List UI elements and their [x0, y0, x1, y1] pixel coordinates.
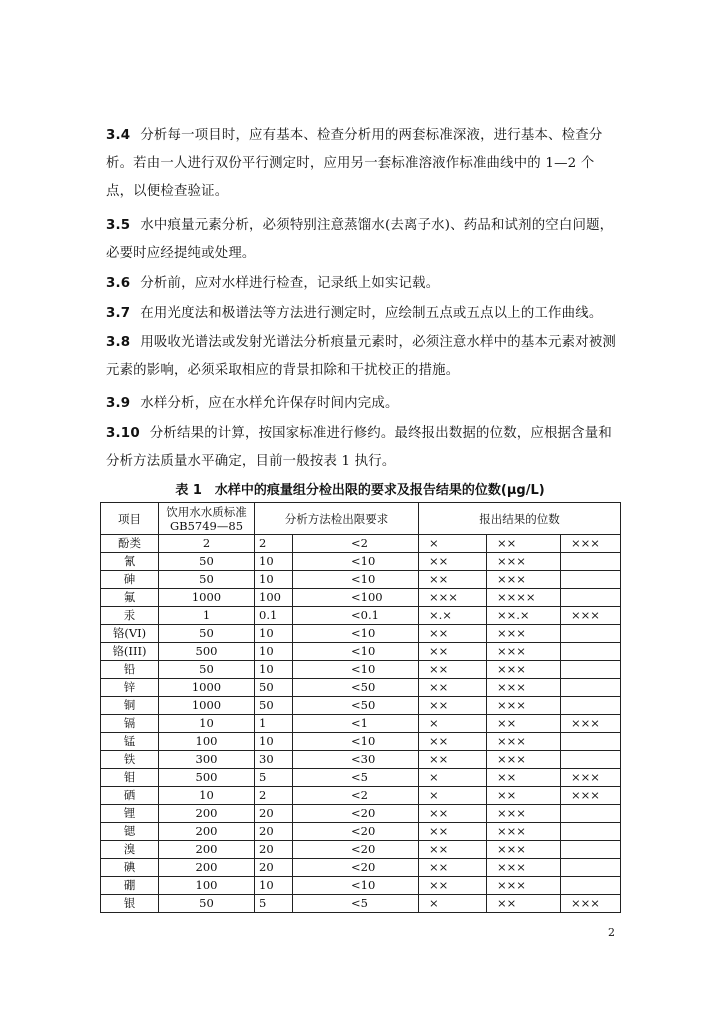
cell-r3: ×××: [561, 535, 621, 553]
cell-item: 铜: [101, 697, 159, 715]
table-row: [101, 877, 621, 895]
cell-r3: [561, 571, 621, 589]
cell-req: <20: [293, 841, 419, 859]
cell-r3: [561, 625, 621, 643]
paragraph-number: 3.4: [106, 128, 131, 143]
cell-limit: 50: [255, 679, 293, 697]
header-standard-line1: 饮用水水质标准: [166, 504, 247, 519]
cell-r2: ××.×: [487, 607, 561, 625]
cell-r2: ×××: [487, 625, 561, 643]
cell-r1: ××: [419, 805, 487, 823]
detection-limit-table: [100, 502, 621, 913]
cell-limit: 100: [255, 589, 293, 607]
cell-item: 硒: [101, 787, 159, 805]
table-row: [101, 823, 621, 841]
cell-r3: [561, 679, 621, 697]
paragraph-text: 水样分析，应在水样允许保存时间内完成。: [140, 396, 399, 411]
cell-r2: ×××: [487, 733, 561, 751]
cell-item: 溴: [101, 841, 159, 859]
cell-r3: [561, 823, 621, 841]
cell-req: <0.1: [293, 607, 419, 625]
cell-req: <20: [293, 859, 419, 877]
cell-std: 100: [159, 733, 255, 751]
table-header-row: [101, 503, 621, 535]
table-row: [101, 661, 621, 679]
paragraph-text: 在用光度法和极谱法等方法进行测定时，应绘制五点或五点以上的工作曲线。: [140, 306, 603, 321]
paragraph-3-6: [106, 270, 618, 298]
cell-std: 50: [159, 895, 255, 913]
cell-std: 2: [159, 535, 255, 553]
table-row: [101, 607, 621, 625]
cell-req: <10: [293, 643, 419, 661]
cell-r2: ×××: [487, 643, 561, 661]
cell-req: <100: [293, 589, 419, 607]
cell-r3: ×××: [561, 895, 621, 913]
cell-std: 10: [159, 787, 255, 805]
cell-limit: 10: [255, 625, 293, 643]
cell-limit: 20: [255, 859, 293, 877]
table-row: [101, 895, 621, 913]
cell-r1: ××: [419, 823, 487, 841]
cell-std: 1000: [159, 589, 255, 607]
cell-item: 锌: [101, 679, 159, 697]
cell-item: 汞: [101, 607, 159, 625]
cell-r2: ×××: [487, 661, 561, 679]
paragraph-number: 3.7: [106, 306, 131, 321]
cell-std: 10: [159, 715, 255, 733]
table-row: [101, 805, 621, 823]
cell-item: 铁: [101, 751, 159, 769]
cell-r1: ××: [419, 571, 487, 589]
cell-std: 200: [159, 805, 255, 823]
cell-r2: ×××: [487, 877, 561, 895]
cell-r1: ××: [419, 751, 487, 769]
cell-std: 100: [159, 877, 255, 895]
cell-r2: ×××: [487, 553, 561, 571]
cell-item: 酚类: [101, 535, 159, 553]
cell-r2: ×××: [487, 697, 561, 715]
cell-r2: ××: [487, 769, 561, 787]
cell-std: 50: [159, 571, 255, 589]
cell-req: <10: [293, 553, 419, 571]
cell-item: 铬(VI): [101, 625, 159, 643]
cell-r2: ××: [487, 895, 561, 913]
cell-limit: 10: [255, 877, 293, 895]
cell-std: 50: [159, 661, 255, 679]
cell-r2: ××: [487, 535, 561, 553]
cell-r3: [561, 841, 621, 859]
cell-r3: [561, 877, 621, 895]
cell-limit: 2: [255, 535, 293, 553]
cell-r1: ××: [419, 553, 487, 571]
table-row: [101, 625, 621, 643]
cell-r1: ×: [419, 787, 487, 805]
cell-req: <20: [293, 823, 419, 841]
paragraph-text: 水中痕量元素分析，必须特别注意蒸馏水(去离子水)、药品和试剂的空白问题，必要时应经提纯或处理。: [106, 218, 614, 261]
cell-r1: ××: [419, 679, 487, 697]
paragraph-number: 3.9: [106, 396, 131, 411]
cell-std: 200: [159, 841, 255, 859]
paragraph-number: 3.8: [106, 335, 131, 350]
table-caption: 表 1 水样中的痕量组分检出限的要求及报告结果的位数(μg/L): [175, 483, 545, 498]
cell-req: <50: [293, 679, 419, 697]
cell-r1: ××: [419, 697, 487, 715]
cell-r3: ×××: [561, 715, 621, 733]
cell-r2: ×××: [487, 859, 561, 877]
cell-r3: [561, 751, 621, 769]
cell-r3: [561, 733, 621, 751]
cell-r2: ×××: [487, 751, 561, 769]
cell-r1: ×: [419, 769, 487, 787]
table-row: [101, 589, 621, 607]
cell-limit: 10: [255, 733, 293, 751]
cell-r3: ×××: [561, 607, 621, 625]
table-row: [101, 535, 621, 553]
cell-r3: [561, 859, 621, 877]
cell-r1: ××: [419, 733, 487, 751]
table-row: [101, 679, 621, 697]
cell-limit: 50: [255, 697, 293, 715]
table-row: [101, 841, 621, 859]
cell-item: 锶: [101, 823, 159, 841]
cell-item: 锂: [101, 805, 159, 823]
cell-limit: 0.1: [255, 607, 293, 625]
cell-r2: ××××: [487, 589, 561, 607]
cell-r3: [561, 589, 621, 607]
cell-item: 砷: [101, 571, 159, 589]
cell-r1: ××: [419, 661, 487, 679]
cell-item: 铅: [101, 661, 159, 679]
header-standard-line2: GB5749—85: [169, 518, 244, 533]
table-body: [101, 535, 621, 913]
cell-item: 钼: [101, 769, 159, 787]
cell-std: 500: [159, 769, 255, 787]
cell-req: <10: [293, 625, 419, 643]
table-row: [101, 787, 621, 805]
table-row: [101, 715, 621, 733]
cell-req: <50: [293, 697, 419, 715]
cell-item: 氰: [101, 553, 159, 571]
cell-r1: ××: [419, 643, 487, 661]
cell-item: 镉: [101, 715, 159, 733]
paragraph-number: 3.5: [106, 218, 131, 233]
cell-r1: ××: [419, 877, 487, 895]
cell-limit: 5: [255, 769, 293, 787]
cell-limit: 30: [255, 751, 293, 769]
cell-r2: ×××: [487, 805, 561, 823]
paragraph-3-7: [106, 300, 618, 328]
header-item: 项目: [101, 503, 159, 535]
cell-limit: 20: [255, 823, 293, 841]
cell-req: <10: [293, 877, 419, 895]
cell-std: 200: [159, 823, 255, 841]
header-standard: [159, 503, 255, 535]
cell-limit: 10: [255, 571, 293, 589]
cell-limit: 10: [255, 643, 293, 661]
cell-r1: ××: [419, 625, 487, 643]
header-limit: 分析方法检出限要求: [255, 503, 419, 535]
cell-req: <2: [293, 535, 419, 553]
cell-std: 1000: [159, 679, 255, 697]
cell-std: 300: [159, 751, 255, 769]
cell-r2: ×××: [487, 571, 561, 589]
cell-r1: ×: [419, 535, 487, 553]
table-row: [101, 733, 621, 751]
cell-req: <30: [293, 751, 419, 769]
cell-std: 50: [159, 553, 255, 571]
cell-item: 铬(III): [101, 643, 159, 661]
paragraph-3-5: [106, 212, 618, 268]
header-result: 报出结果的位数: [419, 503, 621, 535]
paragraph-3-10: [106, 420, 618, 476]
cell-req: <2: [293, 787, 419, 805]
cell-item: 锰: [101, 733, 159, 751]
table-row: [101, 643, 621, 661]
cell-r3: ×××: [561, 769, 621, 787]
cell-std: 500: [159, 643, 255, 661]
cell-r2: ××: [487, 787, 561, 805]
cell-req: <10: [293, 661, 419, 679]
cell-std: 50: [159, 625, 255, 643]
cell-req: <10: [293, 571, 419, 589]
table-row: [101, 769, 621, 787]
cell-r2: ×××: [487, 823, 561, 841]
cell-req: <5: [293, 769, 419, 787]
paragraph-number: 3.10: [106, 426, 140, 441]
cell-r1: ×.×: [419, 607, 487, 625]
paragraph-text: 分析结果的计算，按国家标准进行修约。最终报出数据的位数，应根据含量和分析方法质量水平确定，目前一般按表 1 执行。: [106, 426, 612, 469]
cell-req: <1: [293, 715, 419, 733]
cell-limit: 20: [255, 805, 293, 823]
paragraph-text: 用吸收光谱法或发射光谱法分析痕量元素时，必须注意水样中的基本元素对被测元素的影响，必须采取相应的背景扣除和干扰校正的措施。: [106, 335, 616, 378]
cell-item: 氟: [101, 589, 159, 607]
cell-limit: 1: [255, 715, 293, 733]
table-row: [101, 751, 621, 769]
cell-r2: ×××: [487, 679, 561, 697]
cell-req: <10: [293, 733, 419, 751]
table-row: [101, 859, 621, 877]
cell-r3: [561, 553, 621, 571]
cell-limit: 20: [255, 841, 293, 859]
cell-r3: [561, 697, 621, 715]
cell-r2: ××: [487, 715, 561, 733]
paragraph-text: 分析每一项目时，应有基本、检查分析用的两套标准深液，进行基本、检查分析。若由一人进行双份平行测定时，应用另一套标准溶液作标准曲线中的 1—2 个点，以便检查验证。: [106, 128, 603, 199]
page-number: 2: [608, 926, 615, 939]
cell-r1: ××: [419, 841, 487, 859]
cell-r3: ×××: [561, 787, 621, 805]
cell-std: 1000: [159, 697, 255, 715]
paragraph-text: 分析前，应对水样进行检查，记录纸上如实记载。: [140, 276, 440, 291]
cell-r1: ××: [419, 859, 487, 877]
paragraph-3-8: [106, 329, 618, 385]
cell-r3: [561, 661, 621, 679]
cell-req: <20: [293, 805, 419, 823]
cell-r1: ×: [419, 715, 487, 733]
table-row: [101, 553, 621, 571]
cell-limit: 10: [255, 553, 293, 571]
cell-limit: 10: [255, 661, 293, 679]
cell-r3: [561, 643, 621, 661]
cell-item: 银: [101, 895, 159, 913]
cell-std: 1: [159, 607, 255, 625]
cell-std: 200: [159, 859, 255, 877]
table-row: [101, 697, 621, 715]
table-row: [101, 571, 621, 589]
cell-r2: ×××: [487, 841, 561, 859]
paragraph-3-9: [106, 390, 618, 418]
cell-r1: ×××: [419, 589, 487, 607]
paragraph-number: 3.6: [106, 276, 131, 291]
cell-limit: 5: [255, 895, 293, 913]
cell-req: <5: [293, 895, 419, 913]
cell-r1: ×: [419, 895, 487, 913]
cell-item: 碘: [101, 859, 159, 877]
cell-item: 硼: [101, 877, 159, 895]
paragraph-3-4: [106, 122, 618, 206]
cell-r3: [561, 805, 621, 823]
cell-limit: 2: [255, 787, 293, 805]
